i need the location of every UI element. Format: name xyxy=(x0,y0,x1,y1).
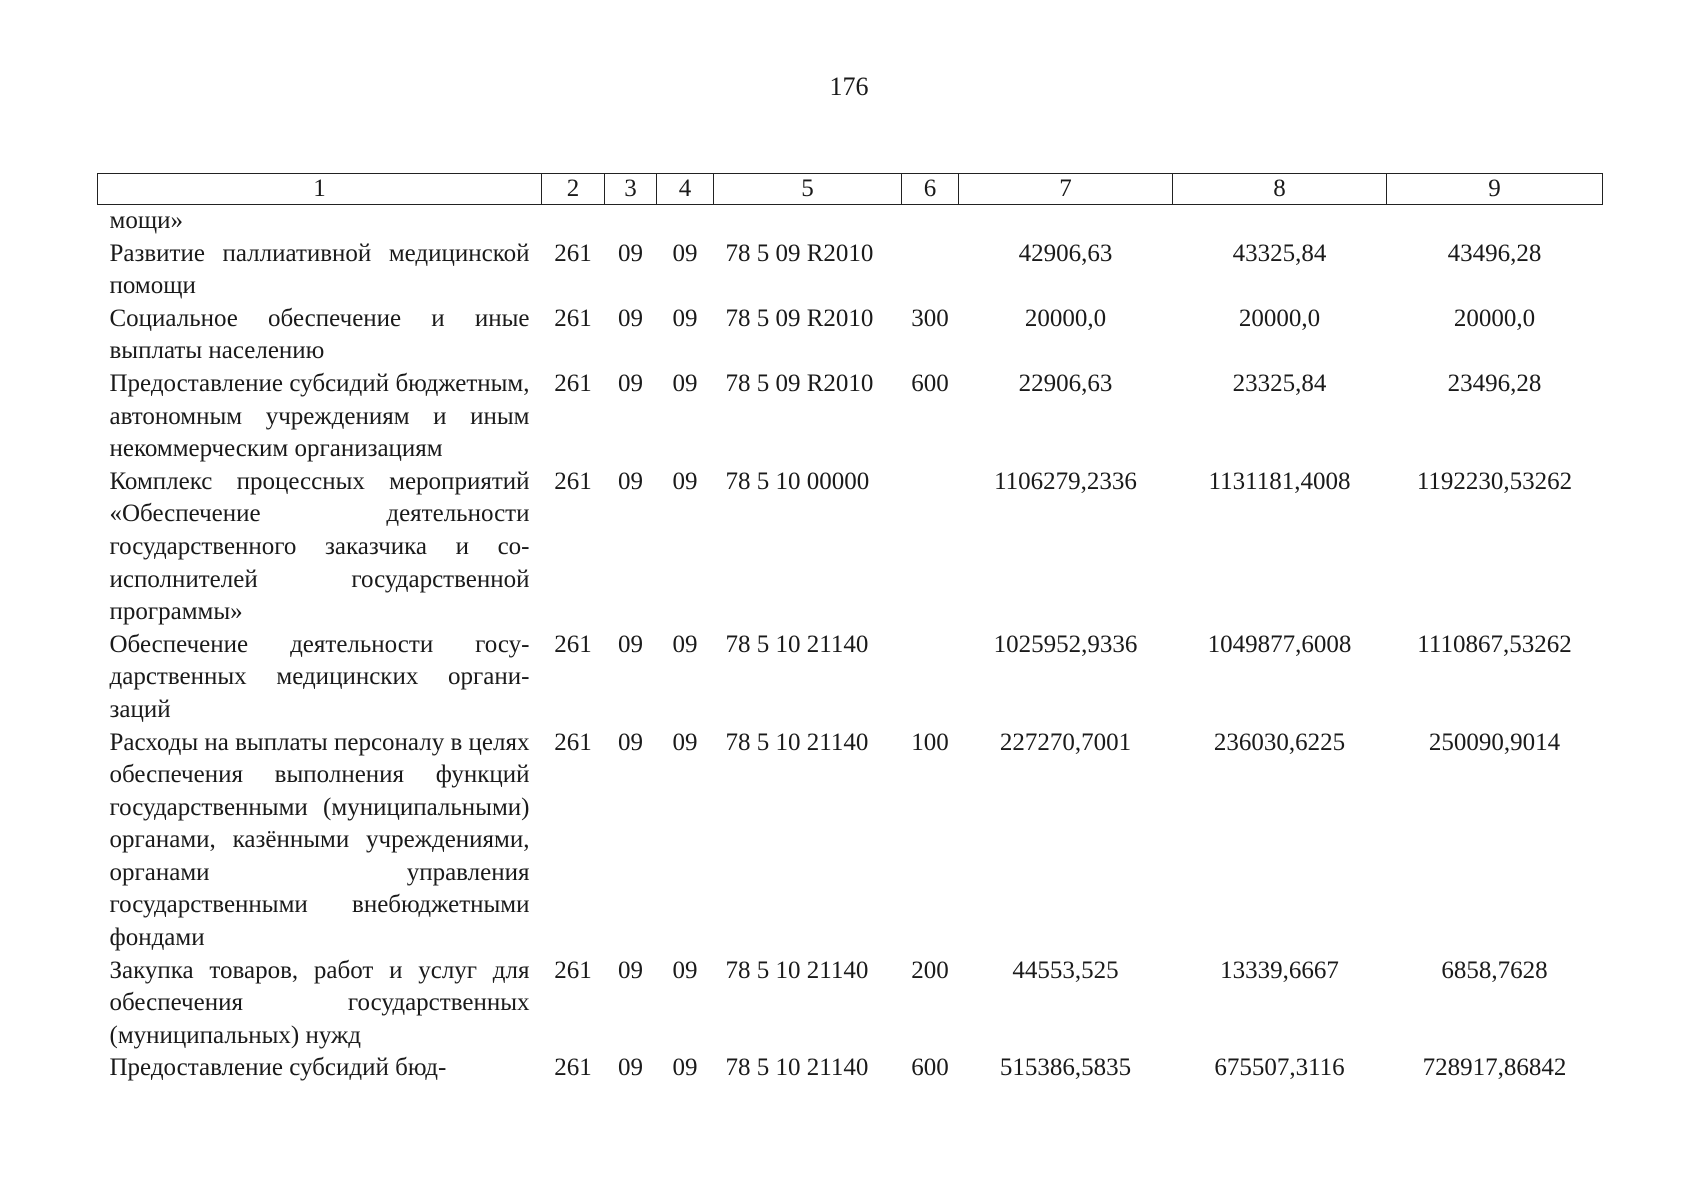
row-ved: 261 xyxy=(554,369,592,397)
table-body xyxy=(98,205,1603,1086)
row-vr xyxy=(902,466,959,629)
row-vr: 200 xyxy=(911,956,949,984)
row-csr: 78 5 10 21140 xyxy=(725,956,869,984)
header-col-1: 1 xyxy=(98,174,542,205)
row-rz: 09 xyxy=(618,239,643,267)
table-row xyxy=(98,955,1603,1053)
row-vr: 300 xyxy=(911,304,949,332)
header-col-7: 7 xyxy=(959,174,1173,205)
page-number: 176 xyxy=(829,72,869,101)
row-pr: 09 xyxy=(672,369,698,397)
row-ved: 261 xyxy=(554,956,592,984)
row-value-2: 675507,3116 xyxy=(1214,1054,1345,1082)
header-col-9: 9 xyxy=(1387,174,1603,205)
row-rz: 09 xyxy=(618,630,643,658)
row-ved: 261 xyxy=(554,304,592,332)
row-value-1: 515386,5835 xyxy=(999,1054,1132,1082)
table-row xyxy=(98,205,1603,238)
row-rz: 09 xyxy=(618,369,643,397)
row-value-1: 20000,0 xyxy=(1024,304,1107,332)
row-value-2: 1049877,6008 xyxy=(1207,630,1352,658)
row-vr: 600 xyxy=(911,369,949,397)
budget-table xyxy=(97,173,1603,1085)
row-value-3: 728917,86842 xyxy=(1422,1054,1567,1082)
row-ved: 261 xyxy=(554,239,592,267)
row-pr: 09 xyxy=(672,728,698,756)
row-value-3: 1192230,53262 xyxy=(1416,467,1573,495)
row-name: Развитие паллиативной медицинской помощи xyxy=(109,239,530,300)
row-pr: 09 xyxy=(672,630,698,658)
row-value-1: 42906,63 xyxy=(1018,239,1113,267)
row-csr: 78 5 10 21140 xyxy=(725,1054,869,1082)
row-value-2: 23325,84 xyxy=(1232,369,1327,397)
row-name: Социальное обеспечение и иные выплаты населению xyxy=(109,304,530,365)
row-pr: 09 xyxy=(672,304,698,332)
row-value-1: 22906,63 xyxy=(1018,369,1113,397)
row-value-1 xyxy=(959,205,1173,238)
row-rz: 09 xyxy=(618,956,643,984)
row-name: мощи» xyxy=(109,207,183,234)
row-csr: 78 5 09 R2010 xyxy=(725,239,874,267)
row-name: Комплекс процессных мероприятий «Обеспечение деятельности государственного заказчика и соисполнителей государственной программы» xyxy=(109,467,530,626)
table-row xyxy=(98,368,1603,466)
row-value-3: 20000,0 xyxy=(1453,304,1536,332)
row-ved: 261 xyxy=(554,728,592,756)
row-value-2: 236030,6225 xyxy=(1213,728,1346,756)
row-ved: 261 xyxy=(554,1054,592,1082)
row-ved: 261 xyxy=(554,467,592,495)
row-value-1: 44553,525 xyxy=(1012,956,1119,984)
row-value-2: 20000,0 xyxy=(1238,304,1321,332)
header-col-4: 4 xyxy=(657,174,714,205)
row-value-3: 23496,28 xyxy=(1447,369,1542,397)
row-value-2 xyxy=(1173,205,1387,238)
row-value-2: 43325,84 xyxy=(1232,239,1327,267)
row-vr: 100 xyxy=(911,728,949,756)
row-pr: 09 xyxy=(672,239,698,267)
row-value-3: 6858,7628 xyxy=(1441,956,1548,984)
row-value-2: 13339,6667 xyxy=(1220,956,1339,984)
row-value-3: 1110867,53262 xyxy=(1417,630,1572,658)
header-row xyxy=(98,174,1603,205)
row-csr: 78 5 10 00000 xyxy=(725,467,870,495)
header-col-6: 6 xyxy=(902,174,959,205)
row-csr: 78 5 09 R2010 xyxy=(725,369,874,397)
row-value-3 xyxy=(1387,205,1603,238)
row-vr xyxy=(902,629,959,727)
row-csr: 78 5 10 21140 xyxy=(725,630,869,658)
row-value-3: 43496,28 xyxy=(1447,239,1542,267)
row-rz xyxy=(605,205,657,238)
row-name: Предоставление субсидий бюджетным, автономным учреждениям и иным некоммерческим организациям xyxy=(109,369,530,463)
row-value-1: 227270,7001 xyxy=(999,728,1132,756)
row-vr xyxy=(902,238,959,303)
row-value-1: 1106279,2336 xyxy=(994,467,1137,495)
row-rz: 09 xyxy=(618,467,643,495)
row-name: Закупка товаров, работ и услуг для обеспечения государственных (муниципальных) нужд xyxy=(109,956,530,1049)
header-col-2: 2 xyxy=(542,174,605,205)
row-value-1: 1025952,9336 xyxy=(993,630,1138,658)
header-col-8: 8 xyxy=(1173,174,1387,205)
row-value-3: 250090,9014 xyxy=(1428,728,1561,756)
row-csr: 78 5 10 21140 xyxy=(725,728,869,756)
row-rz: 09 xyxy=(618,728,643,756)
row-pr: 09 xyxy=(672,1054,698,1082)
row-vr: 600 xyxy=(911,1054,949,1082)
table-row xyxy=(98,238,1603,303)
row-csr xyxy=(714,205,902,238)
table-row xyxy=(98,629,1603,727)
row-pr xyxy=(657,205,714,238)
row-name: Обеспечение деятельности государственных медицинских организаций xyxy=(109,630,530,723)
row-name: Предоставление субсидий бюд- xyxy=(109,1054,447,1082)
table-row xyxy=(98,1052,1603,1085)
table-row xyxy=(98,727,1603,955)
row-value-2: 1131181,4008 xyxy=(1208,467,1351,495)
row-csr: 78 5 09 R2010 xyxy=(725,304,874,332)
row-ved: 261 xyxy=(554,630,592,658)
row-pr: 09 xyxy=(672,956,698,984)
row-rz: 09 xyxy=(618,1054,643,1082)
row-rz: 09 xyxy=(618,304,643,332)
table-row xyxy=(98,466,1603,629)
row-pr: 09 xyxy=(672,467,698,495)
header-col-3: 3 xyxy=(605,174,657,205)
header-col-5: 5 xyxy=(714,174,902,205)
row-ved xyxy=(542,205,605,238)
table-header xyxy=(98,174,1603,205)
row-vr xyxy=(902,205,959,238)
row-name: Расходы на выплаты персоналу в целях обеспечения выполнения функций государственными (муниципальными) органами, казёнными учреждениями, органами управления государственными внебюджетными фондами xyxy=(109,728,530,952)
table-row xyxy=(98,303,1603,368)
